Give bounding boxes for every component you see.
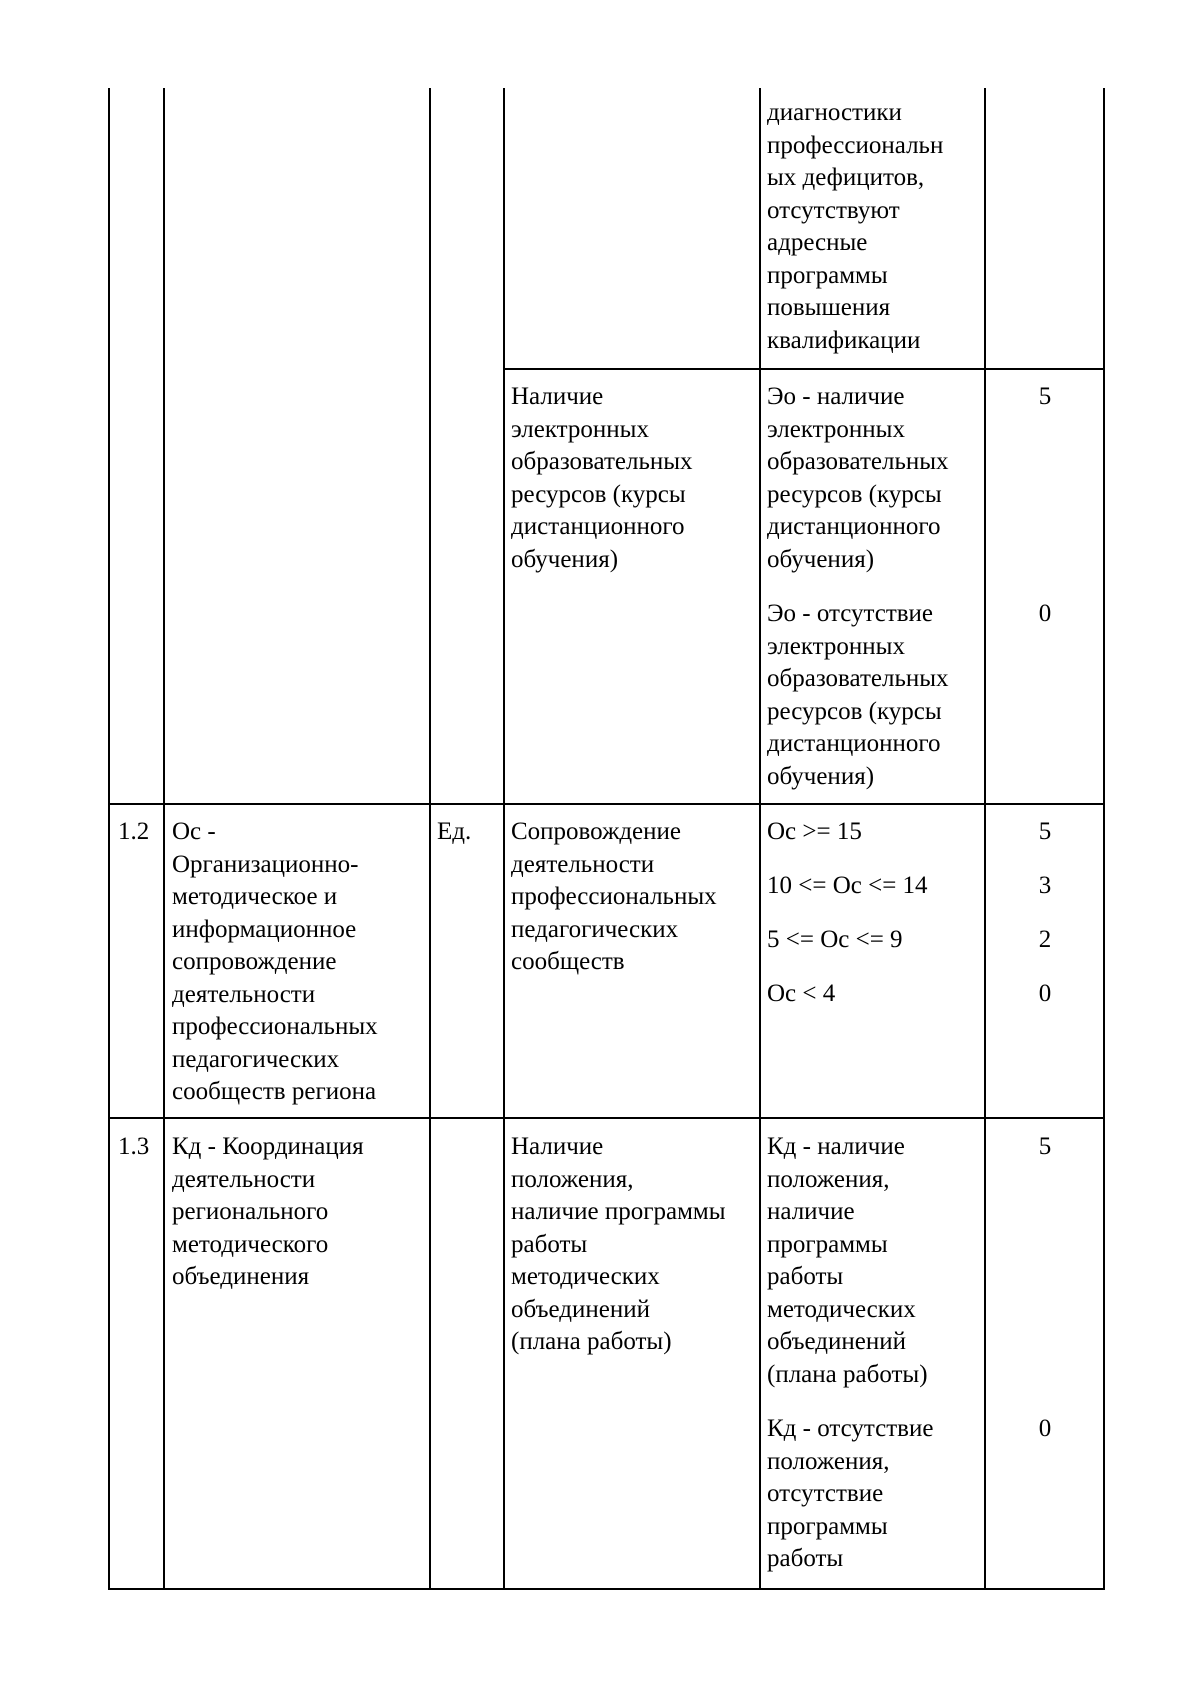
- indicator-text: Сопровождение деятельности профессиональных педагогических сообществ: [511, 818, 717, 975]
- score-value: 0: [1038, 980, 1052, 1007]
- score-value: 5: [1038, 1133, 1052, 1160]
- indicator-text: Наличие электронных образовательных ресурсов (курсы дистанционного обучения): [511, 383, 693, 573]
- row-divider-1-3: [108, 1117, 1105, 1119]
- score-value: 0: [1038, 600, 1052, 627]
- criterion-text: 10 <= Ос <= 14: [767, 872, 928, 899]
- row-number: 1.3: [118, 1133, 150, 1160]
- score-value: 0: [1038, 1415, 1052, 1442]
- table-border-right: [1103, 88, 1105, 1590]
- row-divider-1-2: [108, 803, 1105, 805]
- row-unit: Ед.: [437, 818, 472, 845]
- table-divider-name: [429, 88, 431, 1590]
- score-value: 5: [1038, 383, 1052, 410]
- criterion-text: Кд - отсутствие положения, отсутствие программы работы: [767, 1415, 934, 1572]
- table-border-bottom: [108, 1588, 1105, 1590]
- table-divider-number: [163, 88, 165, 1590]
- table-divider-indicator: [759, 88, 761, 1590]
- criterion-text: 5 <= Ос <= 9: [767, 926, 903, 953]
- criterion-text: Кд - наличие положения, наличие программы работы методических объединений (плана работы): [767, 1133, 928, 1388]
- criterion-text: Эо - наличие электронных образовательных ресурсов (курсы дистанционного обучения): [767, 383, 949, 573]
- criterion-text-continued: диагностики профессиональн ых дефицитов, отсутствуют адресные программы повышения квалификации: [767, 99, 944, 354]
- criterion-text: Ос >= 15: [767, 818, 862, 845]
- indicator-text: Наличие положения, наличие программы работы методических объединений (плана работы): [511, 1133, 726, 1355]
- row-number: 1.2: [118, 818, 150, 845]
- score-value: 5: [1038, 818, 1052, 845]
- row-name: Ос - Организационно- методическое и информационное сопровождение деятельности профессиональных педагогических сообществ региона: [172, 818, 378, 1105]
- table-border-left: [108, 88, 110, 1590]
- score-value: 2: [1038, 926, 1052, 953]
- criterion-text: Ос < 4: [767, 980, 836, 1007]
- score-value: 3: [1038, 872, 1052, 899]
- table-divider-unit: [503, 88, 505, 1590]
- indicator-row-divider: [503, 368, 1105, 370]
- table-divider-criteria: [984, 88, 986, 1590]
- criterion-text: Эо - отсутствие электронных образовательных ресурсов (курсы дистанционного обучения): [767, 600, 949, 790]
- row-name: Кд - Координация деятельности регионального методического объединения: [172, 1133, 364, 1290]
